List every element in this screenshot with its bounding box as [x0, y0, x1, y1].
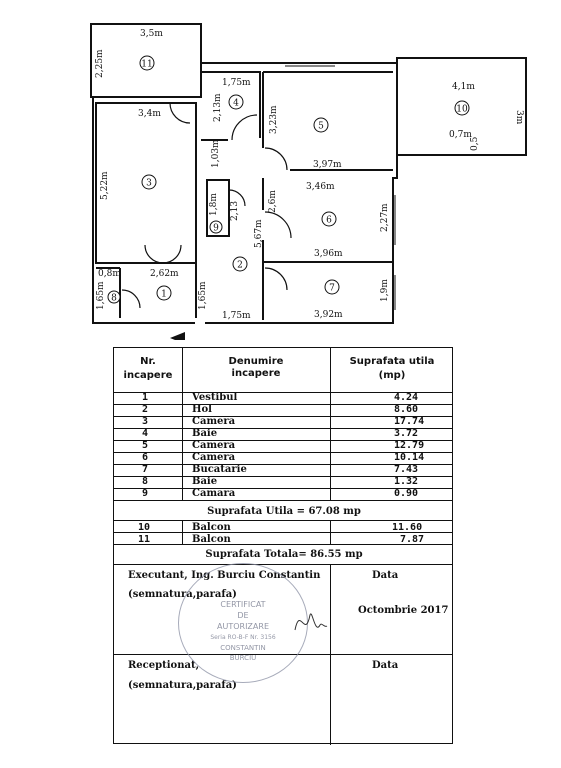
header-denumire: Denumire — [228, 356, 284, 367]
balcony-name: Balcon — [192, 534, 231, 545]
dimension-label: 2,13 — [230, 200, 240, 221]
table-row-area: 4.24 — [394, 392, 419, 403]
table-row-name: Camera — [192, 440, 236, 451]
table-row-name: Hol — [192, 404, 212, 415]
header-denumire-sub: incapere — [231, 368, 281, 379]
authorization-stamp — [178, 563, 308, 683]
table-row-area: 3.72 — [394, 428, 419, 439]
stamp-text: CONSTANTIN — [220, 644, 266, 652]
balcony-area: 7.87 — [400, 534, 425, 545]
dimension-label: 2,62m — [150, 269, 179, 279]
dimension-label: 3,46m — [306, 182, 335, 192]
table-row-nr: 5 — [142, 440, 149, 451]
table-row-area: 0.90 — [394, 488, 419, 499]
table-row-area: 7.43 — [394, 464, 419, 475]
stamp-text: CERTIFICAT — [220, 600, 266, 609]
stamp-text: Seria RO-B-F Nr. 3156 — [210, 634, 276, 641]
table-row-nr: 8 — [142, 476, 149, 487]
signature — [290, 600, 330, 640]
date-value: Octombrie 2017 — [358, 605, 449, 616]
table-row-nr: 7 — [142, 464, 149, 475]
header-suprafata: Suprafata utila — [349, 356, 435, 367]
room-label-7: 7 — [329, 283, 335, 294]
room-label-9: 9 — [213, 223, 219, 234]
dimension-label: 3,23m — [269, 105, 279, 134]
total-area: Suprafata Totala= 86.55 mp — [205, 549, 363, 560]
table-row-name: Camera — [192, 416, 236, 427]
balcony-name: Balcon — [192, 522, 231, 533]
table-row-name: Camera — [192, 452, 236, 463]
table-row-name: Bucatarie — [192, 464, 247, 475]
dimension-label: 1,8m — [209, 193, 219, 216]
dimension-label: 5,22m — [100, 171, 110, 200]
stamp-text: BURCIU — [229, 654, 257, 662]
dimension-label: 3,4m — [138, 109, 161, 119]
floor-plan — [0, 0, 561, 340]
room-label-11: 11 — [141, 59, 153, 70]
table-row-name: Baie — [192, 476, 218, 487]
receptionat-label: Receptionat, — [128, 660, 200, 671]
table-row-name: Baie — [192, 428, 218, 439]
stamp-text: DE — [237, 611, 249, 620]
table-row-nr: 9 — [142, 488, 149, 499]
room-label-3: 3 — [146, 178, 152, 189]
header-nr: Nr. — [140, 356, 156, 367]
dimension-label: 2,6m — [268, 190, 278, 213]
dimension-label: 1,65m — [96, 281, 106, 310]
dimension-label: 4,1m — [452, 82, 475, 92]
room-label-8: 8 — [111, 293, 117, 304]
table-row-nr: 6 — [142, 452, 149, 463]
room-label-10: 10 — [456, 104, 468, 115]
room-label-1: 1 — [161, 289, 167, 300]
room-label-6: 6 — [326, 215, 332, 226]
receptionat-signature-label: (semnatura,parafa) — [128, 680, 237, 691]
dimension-label: 3,96m — [314, 249, 343, 259]
room-label-4: 4 — [233, 98, 239, 109]
table-row-area: 17.74 — [394, 416, 425, 427]
dimension-label: 2,27m — [380, 203, 390, 232]
executant-signature-label: (semnatura,parafa) — [128, 589, 237, 600]
table-row-name: Vestibul — [192, 392, 238, 403]
dimension-label: 3,5m — [140, 29, 163, 39]
table-row-area: 10.14 — [394, 452, 425, 463]
dimension-label: 5,67m — [254, 219, 264, 248]
dimension-label: 0,7m — [449, 130, 472, 140]
table-row-nr: 3 — [142, 416, 149, 427]
dimension-label: 1,9m — [380, 279, 390, 302]
data-label: Data — [372, 570, 399, 581]
header-suprafata-sub: (mp) — [378, 370, 406, 381]
dimension-label: 2,13m — [213, 93, 223, 122]
dimension-label: 1,75m — [222, 311, 251, 321]
balcony-area: 11.60 — [392, 522, 423, 533]
balcony-nr: 10 — [138, 522, 151, 533]
room-label-2: 2 — [237, 260, 243, 271]
dimension-label: 3,92m — [314, 310, 343, 320]
dimension-label: 1,75m — [222, 78, 251, 88]
table-row-name: Camara — [192, 488, 236, 499]
data-label: Data — [372, 660, 399, 671]
table-row-area: 12.79 — [394, 440, 425, 451]
table-row-area: 8.60 — [394, 404, 419, 415]
dimension-label: 1,65m — [198, 281, 208, 310]
area-table — [113, 347, 453, 744]
table-row-nr: 4 — [142, 428, 149, 439]
stamp-text: AUTORIZARE — [217, 622, 269, 631]
subtotal-util: Suprafata Utila = 67.08 mp — [207, 506, 361, 517]
table-row-nr: 2 — [142, 404, 149, 415]
room-label-5: 5 — [318, 121, 324, 132]
dimension-label: 0,5 — [470, 136, 480, 151]
dimension-label: 3m — [514, 110, 524, 125]
balcony-nr: 11 — [138, 534, 151, 545]
table-row-nr: 1 — [142, 392, 149, 403]
dimension-label: 0,8m — [98, 269, 121, 279]
table-row-area: 1.32 — [394, 476, 419, 487]
executant-label: Executant, Ing. Burciu Constantin — [128, 570, 321, 581]
dimension-label: 2,25m — [95, 49, 105, 78]
dimension-label: 1,03m — [211, 139, 221, 168]
dimension-label: 3,97m — [313, 160, 342, 170]
header-nr-sub: incapere — [123, 370, 173, 381]
entrance-arrow-icon — [170, 332, 185, 340]
